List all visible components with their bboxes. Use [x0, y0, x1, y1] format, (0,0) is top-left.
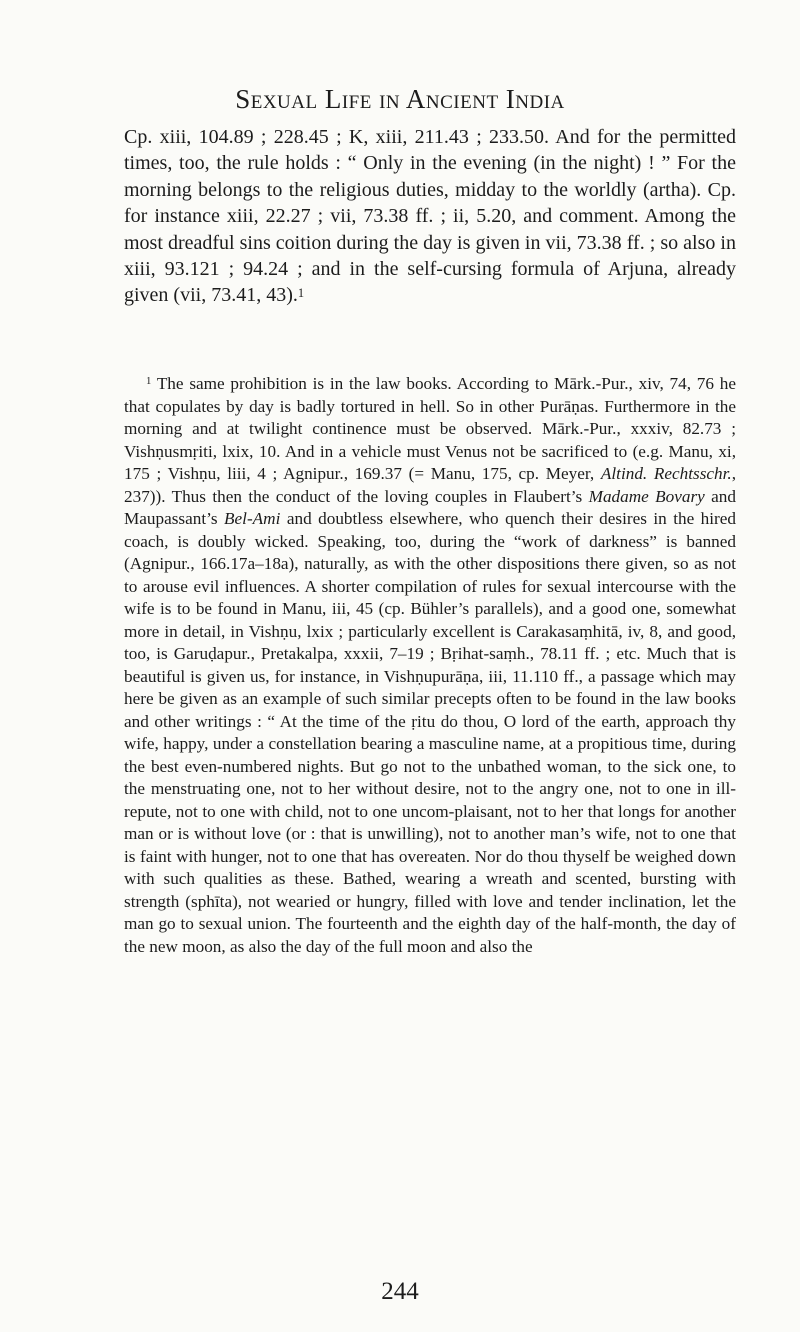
footnote-reference: 1 — [297, 285, 305, 300]
body-paragraph — [124, 124, 736, 309]
footnote-paragraph — [124, 373, 736, 958]
page-number: 244 — [381, 1278, 419, 1305]
footnote — [124, 373, 736, 958]
body-paragraph-text: Cp. xiii, 104.89 ; 228.45 ; K, xiii, 211.43 ; 233.50. And for the permitted times, too, the rule holds : “ Only in the evening (in the night) ! ” For the morning belongs to the religious duties, midday to the worldly (artha). Cp. for instance xiii, 22.27 ; vii, 73.38 ff. ; ii, 5.20, and comment. Among the most dreadful sins coition during the day is given in vii, 73.38 ff. ; so also in xiii, 93.121 ; 94.24 ; and in the self-cursing formula of Arjuna, already given (vii, 73.41, 43). — [124, 126, 736, 307]
footnote-italic-3: Bel-Ami — [224, 509, 281, 528]
footnote-text-1: The same prohibition is in the law books. According to Mārk.-Pur., xiv, 74, 76 he that copulates by day is badly tortured in hell. So in other Purāṇas. Furthermore in the morning and at twilight continence must be observed. Mārk.-Pur., xxxiv, 82.73 ; Vishṇusmṛiti, lxix, 10. And in a vehicle must Venus not be sacrificed to (e.g. Manu, xi, 175 ; Vishṇu, liii, 4 ; Agnipur., 169.37 (= Manu, 175, cp. Meyer, — [124, 374, 736, 483]
footnote-italic-1: Altind. Rechtsschr. — [600, 464, 732, 483]
footnote-text-4: and doubtless elsewhere, who quench their desires in the hired coach, is doubly wicked. Speaking, too, during the “work of darkness” is banned (Agnipur., 166.17a–18a), naturally, as with the other dispositions there given, so as not to arouse evil influences. A shorter compilation of rules for sexual intercourse with the wife is to be found in Manu, iii, 45 (cp. Bühler’s parallels), and a good one, somewhat more in detail, in Vishṇu, lxix ; particularly excellent is Carakasaṃhitā, iv, 8, and good, too, is Garuḍapur., Pretakalpa, xxxii, 7–19 ; Bṛihat-saṃh., 78.11 ff. ; etc. Much that is beautiful is given us, for instance, in Vishṇupurāṇa, iii, 11.110 ff., a passage which may here be given as an example of such similar precepts often to be found in the law books and other writings : “ At the time of the ṛitu do thou, O lord of the earth, approach thy wife, happy, under a constellation bearing a masculine name, at a propitious time, during the best even-numbered nights. But go not to the unbathed woman, to the sick one, to the menstruating one, not to her without desire, not to the angry one, not to one in ill-repute, not to one with child, not to one uncom-plaisant, not to her that longs for another man or is without love (or : that is unwilling), not to another man’s wife, not to one that is faint with hunger, not to one that has overeaten. Nor do thou thyself be weighed down with such qualities as these. Bathed, wearing a wreath and scented, bursting with strength (sphīta), not wearied or hungry, filled with love and tender inclination, let the man go to sexual union. The fourteenth and the eighth day of the half-month, the day of the new moon, as also the day of the full moon and also the — [124, 509, 736, 956]
footnote-marker: 1 — [146, 375, 152, 387]
footnote-italic-2: Madame Bovary — [588, 486, 705, 506]
body-text — [124, 124, 736, 309]
footnote-text-2: , 237)). Thus then the conduct of the loving couples in Flaubert’s — [124, 464, 736, 506]
footnote-text-3: and Maupassant’s — [124, 486, 736, 528]
running-header: Sexual Life in Ancient India — [235, 84, 565, 114]
